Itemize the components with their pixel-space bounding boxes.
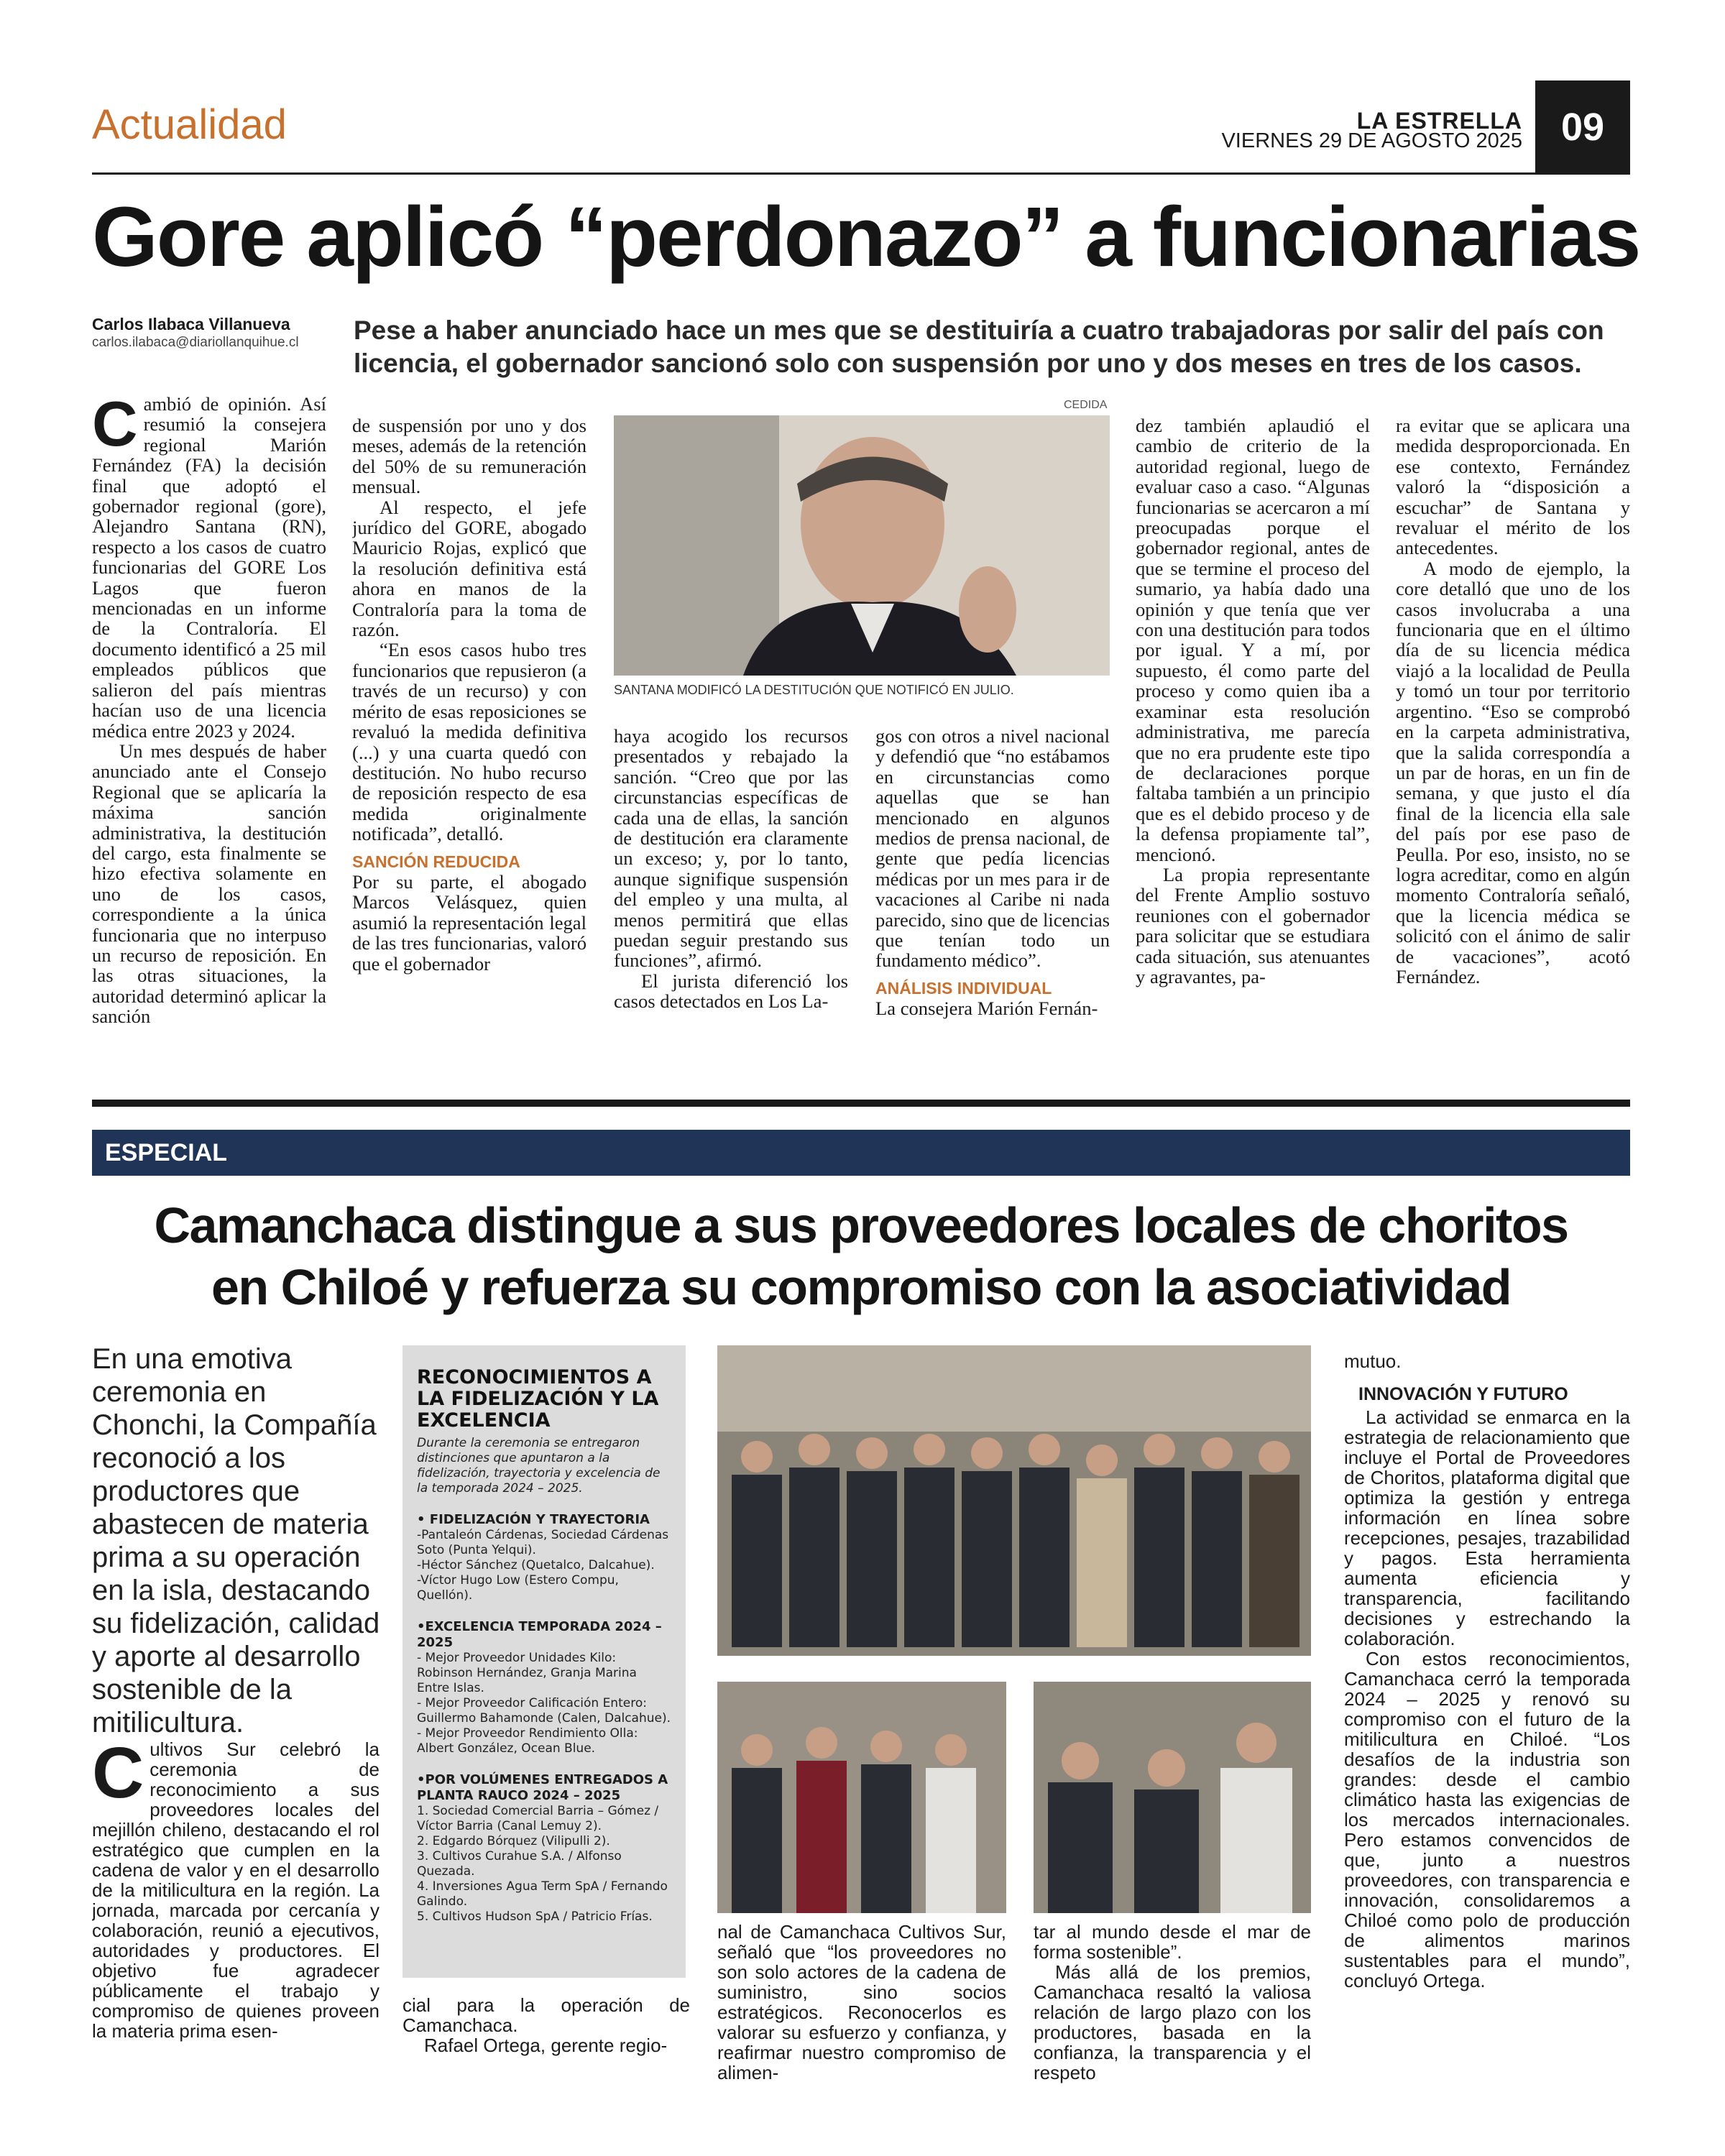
box-heading: •EXCELENCIA TEMPORADA 2024 – 2025 xyxy=(417,1619,662,1650)
paragraph: El jurista diferenció los casos detectados en Los La- xyxy=(614,969,848,1013)
paragraph: La actividad se enmarca en la estrategia de relacionamiento que incluye el Portal de Proveedores de Choritos, plataforma digital que optimiza la gestión y entrega información en línea sobre recepciones, pesajes, trazabilidad y pagos. Esta herramienta aumenta eficiencia y transparencia, facilitando decisiones y estrechando la colaboración. xyxy=(1344,1406,1630,1649)
article-column-2 xyxy=(352,415,586,1098)
article-column-1 xyxy=(92,394,326,1098)
paragraph: gos con otros a nivel nacional y defendió que “no estábamos en circunstancias como aquellas que se han mencionado en algunos medios de prensa nacional, de gente que pedía licencias médicas por un mes para ir de vacaciones al Caribe ni nada parecido, sino que de licencias que tenían todo un fundamento médico”. xyxy=(875,726,1110,972)
special-column-4 xyxy=(1034,1922,1311,2101)
subheading: ANÁLISIS INDIVIDUAL xyxy=(875,978,1052,998)
paragraph: “En esos casos hubo tres funcionarios que repusieron (a través de un recurso) y con mérito de esas reposiciones se revaluó la medida definitiva (...) y una cuarta quedó con destitución. No hubo recurso de reposición respecto de esa medida originalmente notificada”, detalló. xyxy=(352,639,586,845)
box-heading: • FIDELIZACIÓN Y TRAYECTORIA xyxy=(417,1512,650,1527)
section-title: Actualidad xyxy=(92,101,287,148)
awards-sidebar-box xyxy=(402,1345,686,1978)
portrait-illustration xyxy=(614,415,1110,676)
article-column-5 xyxy=(1136,415,1370,1098)
box-item: 2. Edgardo Bórquez (Vilipulli 2). xyxy=(417,1834,610,1848)
header-rule xyxy=(92,172,1630,175)
byline-email: carlos.ilabaca@diariollanquihue.cl xyxy=(92,335,299,350)
paragraph: cial para la operación de Camanchaca. xyxy=(402,1995,690,2036)
paragraph: mutuo. xyxy=(1344,1351,1402,1372)
paragraph: tar al mundo desde el mar de forma sostenible”. xyxy=(1034,1922,1311,1963)
box-item: - Mejor Proveedor Calificación Entero: Guillermo Bahamonde (Calen, Dalcahue). xyxy=(417,1696,671,1726)
box-heading: •POR VOLÚMENES ENTREGADOS A PLANTA RAUCO 2024 – 2025 xyxy=(417,1772,668,1803)
byline-author: Carlos Ilabaca Villanueva xyxy=(92,315,290,333)
box-item: - Mejor Proveedor Unidades Kilo: Robinson Hernández, Granja Marina Entre Islas. xyxy=(417,1651,637,1695)
paragraph: ultivos Sur celebró la ceremonia de reconocimiento a sus proveedores locales del mejillón chileno, destacando el rol estratégico que cumplen en la cadena de valor y en el desarrollo de la mitilicultura en la región. La jornada, marcada por cercanía y colaboración, reunió a ejecutivos, autoridades y productores. El objetivo fue agradecer públicamente el trabajo y compromiso de quienes proveen la materia prima esen- xyxy=(92,1739,380,2042)
paragraph: Más allá de los premios, Camanchaca resaltó la valiosa relación de largo plazo con los productores, basada en la confianza, la transparencia y el respeto xyxy=(1034,1961,1311,2083)
special-section-bar xyxy=(92,1130,1630,1176)
paragraph: de suspensión por uno y dos meses, además de la retención del 50% de su remuneración mensual. xyxy=(352,415,586,498)
award-photo-right xyxy=(1034,1682,1311,1913)
box-item: -Víctor Hugo Low (Estero Compu, Quellón). xyxy=(417,1573,619,1603)
paragraph: Por su parte, el abogado Marcos Velásquez, quien asumió la representación legal de las tres funcionarias, valoró que el gobernador xyxy=(352,870,586,975)
article-column-3 xyxy=(614,726,848,1098)
box-item: 3. Cultivos Curahue S.A. / Alfonso Quezada. xyxy=(417,1849,622,1879)
headline-line-1: Camanchaca distingue a sus proveedores locales de choritos xyxy=(154,1197,1568,1253)
paragraph: haya acogido los recursos presentados y rebajado la sanción. “Creo que por las circunstancias específicas de cada una de ellas, la sanción de destitución era claramente un exceso; y, por lo tanto, aunque signifique suspensión del empleo y una multa, al menos permitirá que ellas puedan seguir prestando sus funciones”, afirmó. xyxy=(614,726,848,972)
dropcap: C xyxy=(92,394,138,459)
paragraph: dez también aplaudió el cambio de criterio de la autoridad regional, luego de evaluar caso a caso. “Algunas funcionarias se acercaron a mí preocupadas porque el gobernador regional, antes de que se termine el proceso del sumario, ya había dado una opinión y que tenía que ver con una destitución para todos por igual. Y a mí, por supuesto, él como parte del proceso y como quien iba a examinar esta resolución administrativa, me parecía que no era prudente este tipo de declaraciones porque faltaba también a un principio que es el debido proceso y de la defensa propiamente tal”, mencionó. xyxy=(1136,415,1370,865)
article-column-4 xyxy=(875,726,1110,1098)
paragraph: La consejera Marión Fernán- xyxy=(875,998,1098,1020)
article-column-6 xyxy=(1396,415,1630,1098)
box-title: RECONOCIMIENTOS A LA FIDELIZACIÓN Y LA EXCELENCIA xyxy=(417,1366,659,1432)
special-headline xyxy=(92,1194,1630,1318)
section-divider xyxy=(92,1100,1630,1107)
special-label: ESPECIAL xyxy=(105,1138,228,1166)
award-photo-left-illustration xyxy=(717,1682,1006,1913)
paragraph: nal de Camanchaca Cultivos Sur, señaló que “los proveedores no son solo actores de la cadena de suministro, sino socios estratégicos. Reconocerlos es valorar su esfuerzo y confianza, y reafirmar nuestro compromiso de alimen- xyxy=(717,1922,1006,2083)
award-photo-left xyxy=(717,1682,1006,1913)
special-column-1 xyxy=(92,1739,380,2099)
special-lead: En una emotiva ceremonia en Chonchi, la Compañía reconoció a los productores que abastecen de materia prima a su operación en la isla, destacando su fidelización, calidad y aporte al desarrollo sostenible de la mitilicultura. xyxy=(92,1343,380,1738)
award-photo-right-illustration xyxy=(1034,1682,1311,1913)
paragraph: Rafael Ortega, gerente regio- xyxy=(424,2035,668,2056)
box-item: -Héctor Sánchez (Quetalco, Dalcahue). xyxy=(417,1558,655,1572)
group-photo-illustration xyxy=(717,1345,1311,1656)
paragraph: ra evitar que se aplicara una medida desproporcionada. En ese contexto, Fernández valoró la “disposición a escuchar” de Santana y revaluar el mérito de los antecedentes. xyxy=(1396,415,1630,559)
paragraph: Al respecto, el jefe jurídico del GORE, abogado Mauricio Rojas, explicó que la resolución definitiva está ahora en manos de la Contraloría para la toma de razón. xyxy=(352,496,586,641)
paragraph: ambió de opinión. Así resumió la consejera regional Marión Fernández (FA) la decisión final que adoptó el gobernador regional (gore), Alejandro Santana (RN), respecto a los casos de cuatro funcionarias del GORE Los Lagos que fueron mencionadas en un informe de la Contraloría. El documento identificó a 25 mil empleados públicos que salieron del país mientras hacían uso de una licencia médica entre 2023 y 2024. xyxy=(92,394,326,742)
paragraph: La propia representante del Frente Amplio sostuvo reuniones con el gobernador para solicitar que se estudiara cada situación, sus atenuantes y agravantes, pa- xyxy=(1136,863,1370,987)
box-item: 4. Inversiones Agua Term SpA / Fernando Galindo. xyxy=(417,1879,668,1909)
paragraph: A modo de ejemplo, la core detalló que uno de los casos involucraba a una funcionaria que en el último día de su licencia médica viajó a la localidad de Peulla y tomó un tour por territorio argentino. “Eso se comprobó en la carpeta administrativa, que la salida correspondía a un par de horas, en un fin de semana, y que justo el día final de la licencia ella sale del país por ese paso de Peulla. Por eso, insisto, no se logra acreditar, como en algún momento Contraloría señaló, que la licencia médica se solicitó con el ánimo de salir de vacaciones”, acotó Fernández. xyxy=(1396,557,1630,987)
portrait-photo xyxy=(614,415,1110,676)
issue-date: VIERNES 29 DE AGOSTO 2025 xyxy=(1221,129,1522,152)
paragraph: Con estos reconocimientos, Camanchaca cerró la temporada 2024 – 2025 y renovó su compromiso con el futuro de la mitilicultura en Chiloé. “Los desafíos de la industria son grandes: desde el cambio climático hasta las exigencias de los mercados internacionales. Pero estamos convencidos de que, junto a nuestros proveedores, con transparencia e innovación, consolidaremos a Chiloé como polo de producción de alimentos marinos sustentables para el mundo”, concluyó Ortega. xyxy=(1344,1648,1630,1991)
box-item: 5. Cultivos Hudson SpA / Patricio Frías. xyxy=(417,1909,653,1924)
article-lead: Pese a haber anunciado hace un mes que se destituiría a cuatro trabajadoras por salir del país con licencia, el gobernador sancionó solo con suspensión por uno y dos meses en tres de los casos. xyxy=(354,315,1604,378)
special-column-5 xyxy=(1344,1351,1630,2103)
newspaper-name: LA ESTRELLA xyxy=(1356,108,1522,134)
headline-line-2: en Chiloé y refuerza su compromiso con la asociatividad xyxy=(211,1259,1512,1315)
box-item: 1. Sociedad Comercial Barria – Gómez / Víctor Barria (Canal Lemuy 2). xyxy=(417,1804,659,1833)
box-item: -Pantaleón Cárdenas, Sociedad Cárdenas Soto (Punta Yelqui). xyxy=(417,1528,669,1557)
photo-caption: SANTANA MODIFICÓ LA DESTITUCIÓN QUE NOTIFICÓ EN JULIO. xyxy=(614,683,1014,697)
subheading: INNOVACIÓN Y FUTURO xyxy=(1358,1384,1568,1404)
box-intro: Durante la ceremonia se entregaron distinciones que apuntaron a la fidelización, trayectoria y excelencia de la temporada 2024 – 2025. xyxy=(417,1436,661,1496)
special-column-2 xyxy=(402,1995,690,2103)
paragraph: Un mes después de haber anunciado ante el Consejo Regional que se aplicaría la máxima sanción administrativa, la destitución del cargo, esta finalmente se hizo efectiva solamente en uno de los casos, correspondiente a la única funcionaria que no interpuso un recurso de reposición. En las otras situaciones, la autoridad determinó aplicar la sanción xyxy=(92,740,326,1028)
dropcap: C xyxy=(92,1739,144,1813)
photo-credit: CEDIDA xyxy=(1064,399,1108,411)
article-headline: Gore aplicó “perdonazo” a funcionarias xyxy=(92,190,1640,285)
page-number: 09 xyxy=(1535,80,1630,174)
group-photo xyxy=(717,1345,1311,1656)
subheading: SANCIÓN REDUCIDA xyxy=(352,852,520,871)
box-item: - Mejor Proveedor Rendimiento Olla: Albert González, Ocean Blue. xyxy=(417,1726,638,1756)
special-column-3 xyxy=(717,1922,1006,2101)
